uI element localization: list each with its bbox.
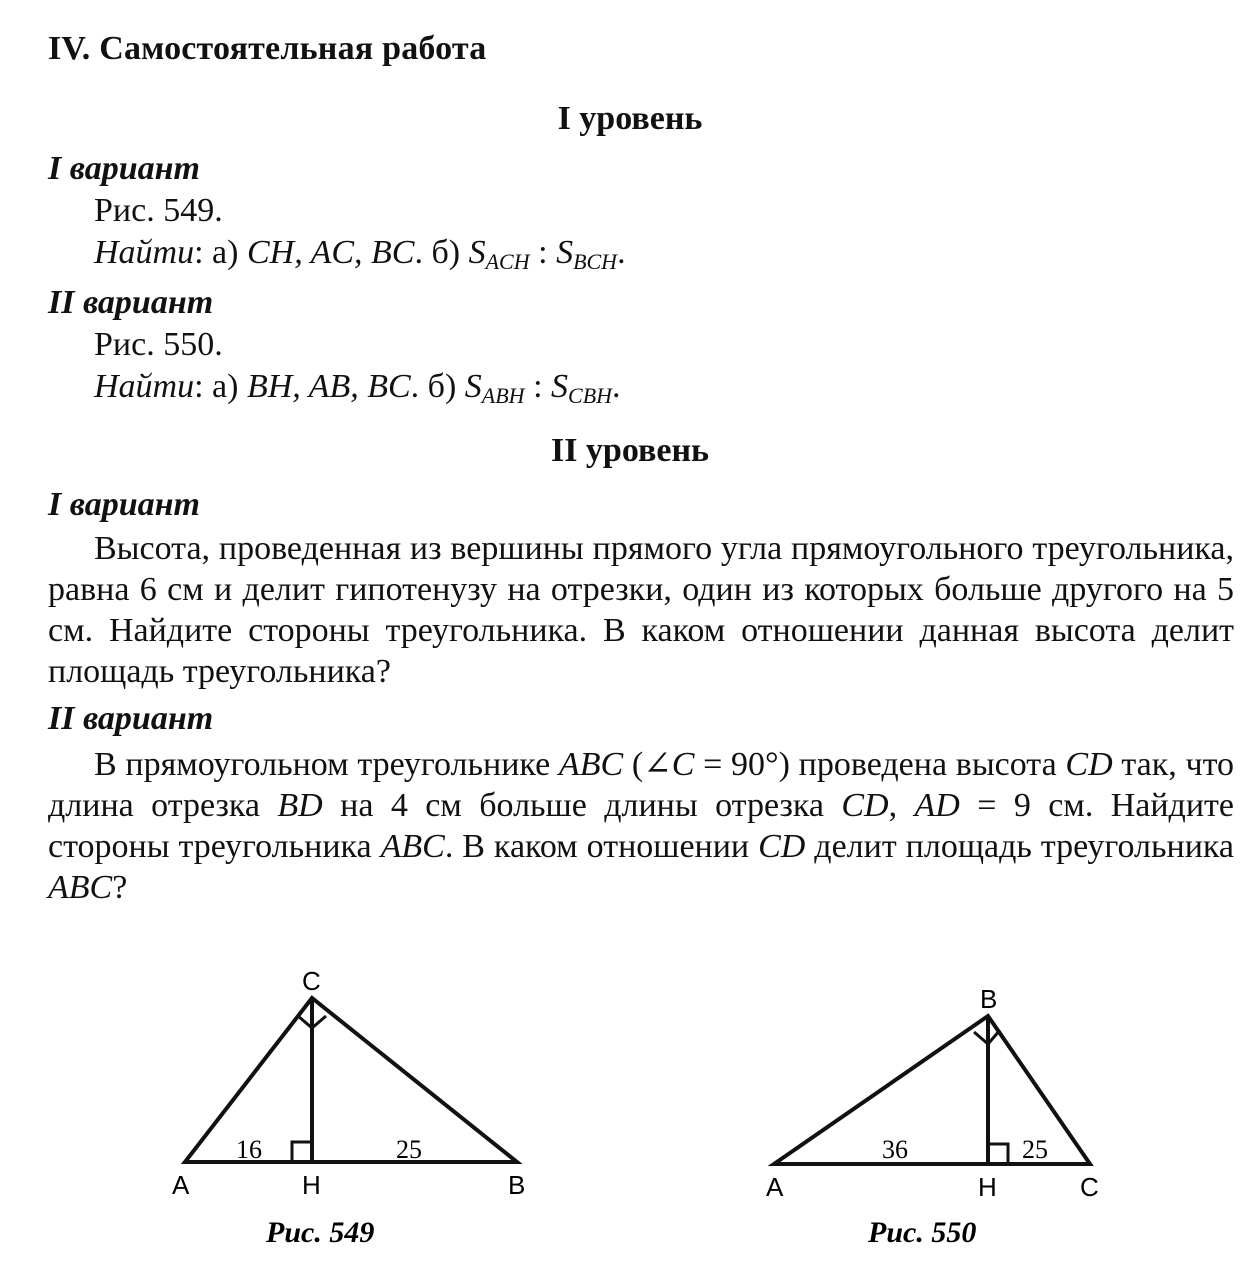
- vertex-label-right-549: B: [508, 1170, 526, 1200]
- level2-variant2-problem: В прямоугольном треугольнике ABC (∠C = 90°) проведена высота CD так, что длина отрезка BD на 4 см больше длины отрезка CD, AD = 9 см. Найдите стороны треугольника ABC. В каком отношении CD делит площадь треугольника ABC?: [48, 746, 1235, 906]
- level2-variant1-label: I вариант: [48, 486, 200, 523]
- vertex-label-top-549: C: [302, 966, 321, 996]
- figure-caption-550: Рис. 550: [868, 1216, 977, 1249]
- vertex-label-right-550: C: [1080, 1172, 1099, 1202]
- ratio-sep: :: [529, 234, 557, 271]
- area-2-sub: CBH: [568, 383, 613, 408]
- find-word: Найти: [94, 234, 195, 271]
- vertex-label-left-550: A: [766, 1172, 784, 1202]
- segments: BH, AB, BC: [246, 368, 411, 405]
- segment-label-right-549: 25: [396, 1135, 422, 1164]
- area-1: S: [464, 368, 482, 405]
- part-a: : а): [194, 234, 247, 271]
- find-word: Найти: [94, 368, 195, 405]
- level1-variant2-label: II вариант: [48, 284, 214, 321]
- part-a: : а): [194, 368, 247, 405]
- level2-variant2-label: II вариант: [48, 700, 214, 737]
- level1-variant2-task: [94, 368, 621, 409]
- end-dot: .: [612, 368, 621, 405]
- ratio-sep: :: [524, 368, 552, 405]
- level1-variant1-task: [94, 234, 626, 275]
- segments: CH, AC, BC: [246, 234, 415, 271]
- area-1-sub: ACH: [485, 249, 530, 274]
- vertex-label-foot-549: H: [302, 1170, 321, 1200]
- area-2-sub: BCH: [573, 249, 618, 274]
- level-1-heading: I уровень: [557, 100, 703, 137]
- end-dot: .: [617, 234, 626, 271]
- right-angle-mark-foot-550: [988, 1144, 1008, 1164]
- area-2: S: [556, 234, 574, 271]
- area-1: S: [468, 234, 486, 271]
- level1-variant1-figure-ref: Рис. 549.: [94, 192, 223, 229]
- level-2-heading: II уровень: [550, 432, 710, 469]
- part-b: . б): [414, 234, 469, 271]
- level1-variant2-figure-ref: Рис. 550.: [94, 326, 223, 363]
- vertex-label-foot-550: H: [978, 1172, 997, 1202]
- level1-variant1-label: I вариант: [48, 150, 200, 187]
- figure-549: [185, 998, 517, 1162]
- segment-label-right-550: 25: [1022, 1135, 1048, 1164]
- level2-variant1-problem: Высота, проведенная из вершины прямого угла прямоугольного треугольника, равна 6 см и делит гипотенузу на отрезки, один из которых больше другого на 5 см. Найдите стороны треугольника. В каком отношении данная высота делит площадь треугольника?: [48, 530, 1234, 690]
- area-1-sub: ABH: [481, 383, 525, 408]
- part-b: . б): [410, 368, 465, 405]
- section-title: IV. Самостоятельная работа: [48, 30, 487, 67]
- figures-area: [0, 960, 1260, 1270]
- triangle-549: [185, 998, 517, 1162]
- figure-caption-549: Рис. 549: [266, 1216, 375, 1249]
- right-angle-mark-foot-549: [292, 1142, 312, 1162]
- segment-label-left-550: 36: [882, 1135, 908, 1164]
- area-2: S: [551, 368, 569, 405]
- segment-label-left-549: 16: [236, 1135, 262, 1164]
- vertex-label-left-549: A: [172, 1170, 190, 1200]
- vertex-label-top-550: B: [980, 984, 998, 1014]
